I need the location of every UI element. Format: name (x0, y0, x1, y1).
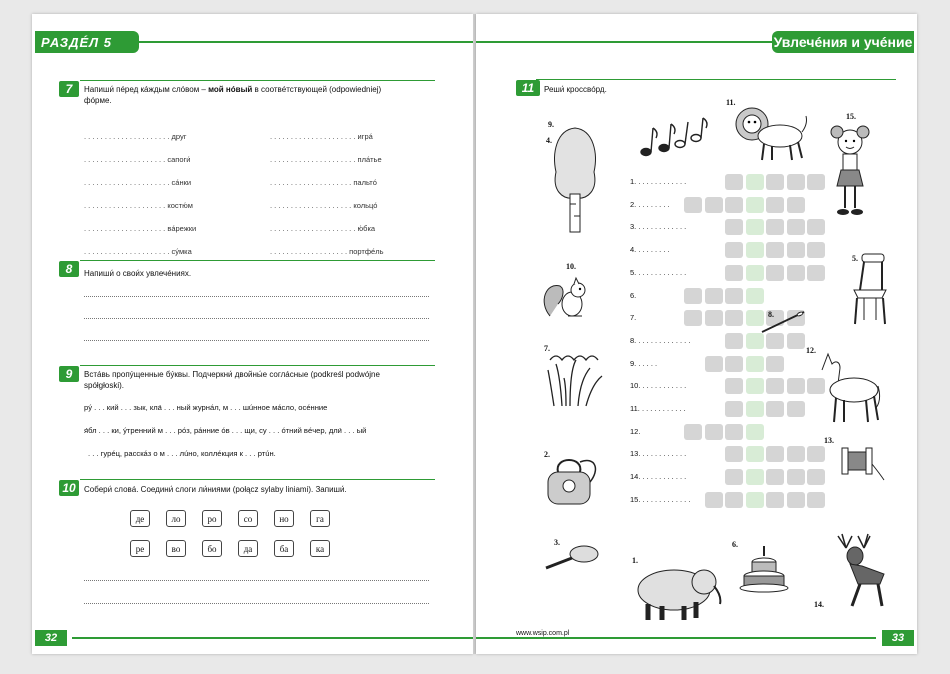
crossword-cell[interactable] (746, 446, 764, 462)
syllable-card[interactable]: га (310, 510, 330, 527)
picture-label: 4. (546, 136, 552, 145)
picture-label: 11. (726, 98, 736, 107)
writing-line[interactable] (84, 603, 429, 604)
page-title: Увлечéния и учéние (772, 31, 914, 53)
picture-label: 1. (632, 556, 638, 565)
handbag-icon (540, 452, 602, 508)
horse-icon (814, 350, 882, 424)
fill-in-item[interactable]: . . . . . . . . . . . . . . . . . . . портфéль (270, 247, 384, 256)
crossword-cell[interactable] (766, 401, 784, 417)
crossword-cell[interactable] (705, 288, 723, 304)
crossword-clue-number: 4. . . . . . . . . (630, 245, 670, 255)
crossword-cell[interactable] (746, 174, 764, 190)
crossword-cell[interactable] (807, 219, 825, 235)
exercise-11-rule (536, 79, 896, 80)
footer-rule (476, 637, 876, 639)
fill-in-item[interactable]: . . . . . . . . . . . . . . . . . . . . . сýмка (84, 247, 192, 256)
crossword-clue-number: 15. . . . . . . . . . . . . (630, 494, 691, 504)
fill-in-item[interactable]: . . . . . . . . . . . . . . . . . . . . . друг (84, 132, 187, 141)
crossword-clue-number: 11. . . . . . . . . . . . (630, 404, 686, 413)
syllable-card[interactable]: ло (166, 510, 186, 527)
writing-line[interactable] (84, 340, 429, 341)
writing-line[interactable] (84, 296, 429, 297)
crossword-cell[interactable] (725, 446, 743, 462)
thread-spool-icon (836, 440, 886, 484)
crossword-cell[interactable] (746, 401, 764, 417)
crossword-cell[interactable] (725, 174, 743, 190)
crossword-clue-number: 14. . . . . . . . . . . . (630, 472, 687, 482)
section-banner: РАЗДÉЛ 5 (35, 31, 139, 53)
syllable-card[interactable]: ба (274, 540, 294, 557)
picture-label: 15. (846, 112, 856, 121)
picture-label: 6. (732, 540, 738, 549)
picture-label: 9. (548, 120, 554, 129)
page-number: 32 (35, 630, 67, 646)
instruction-line1: Встáвь пропýщенные бýквы. Подчеркни́ двойны́е соглáсные (podkreśl podwójne (84, 370, 380, 379)
fill-in-item[interactable]: . . . . . . . . . . . . . . . . . . . . пальтó (270, 178, 377, 187)
footer-url: www.wsip.com.pl (516, 630, 570, 637)
crossword-cell[interactable] (766, 174, 784, 190)
crossword-cell[interactable] (766, 265, 784, 281)
exercise-10-rule (80, 479, 435, 480)
crossword-cell[interactable] (725, 288, 743, 304)
tree-icon (550, 124, 600, 234)
crossword-clue-number: 3. . . . . . . . . . . . . (630, 222, 687, 232)
exercise-9-number: 9 (59, 366, 79, 382)
crossword-cell[interactable] (746, 378, 764, 394)
exercise-9-line-1: рý . . . кий . . . зык, кла́ . . . ный журнáл, м . . . шúнное мáсло, осéнние (84, 403, 328, 412)
exercise-10-instruction: Собери́ словá. Соедини́ слоги ли́ниями (połącz sylaby liniami). Запиши́. (84, 485, 347, 494)
grass-icon (546, 340, 606, 410)
crossword-cell[interactable] (807, 469, 825, 485)
crossword-cell[interactable] (684, 197, 702, 213)
picture-label: 12. (806, 346, 816, 355)
crossword-cell[interactable] (787, 242, 805, 258)
crossword-clue-number: 7. (630, 313, 637, 323)
exercise-9-line-3: . . . гурéц, расскáз о м . . . лúно, коллéкция к . . . ртúн. (88, 449, 276, 458)
crossword-cell[interactable] (807, 265, 825, 281)
crossword-cell[interactable] (746, 242, 764, 258)
music-notes-icon (638, 114, 710, 160)
crossword-cell[interactable] (787, 219, 805, 235)
crossword-cell[interactable] (725, 469, 743, 485)
crossword-cell[interactable] (746, 265, 764, 281)
instruction-bold: мой нóвый (208, 85, 253, 94)
picture-label: 10. (566, 262, 576, 271)
deer-icon (828, 530, 890, 612)
crossword-cell[interactable] (787, 378, 805, 394)
exercise-10-number: 10 (59, 480, 79, 496)
exercise-8-instruction: Напиши́ о свои́х увлечéниях. (84, 269, 192, 278)
girl-icon (828, 120, 872, 220)
crossword-cell[interactable] (766, 378, 784, 394)
header-rule (476, 41, 776, 43)
crossword-cell[interactable] (787, 446, 805, 462)
right-page (476, 14, 917, 654)
exercise-8-rule (80, 260, 435, 261)
crossword-cell[interactable] (807, 446, 825, 462)
crossword-cell[interactable] (807, 242, 825, 258)
cake-icon (738, 542, 790, 594)
syllable-card[interactable]: бо (202, 540, 222, 557)
crossword-cell[interactable] (705, 356, 723, 372)
crossword-cell[interactable] (787, 401, 805, 417)
crossword-clue-number: 12. (630, 426, 641, 436)
syllable-card[interactable]: да (238, 540, 258, 557)
crossword-cell[interactable] (746, 469, 764, 485)
squirrel-icon (540, 272, 594, 322)
crossword-cell[interactable] (725, 333, 743, 349)
crossword-cell[interactable] (766, 446, 784, 462)
fill-in-item[interactable]: . . . . . . . . . . . . . . . . . . . . вáрежки (84, 224, 197, 233)
crossword-clue-number: 2. . . . . . . . . (630, 199, 670, 209)
crossword-clue-number: 1. . . . . . . . . . . . . (630, 177, 687, 186)
page-number: 33 (882, 630, 914, 646)
writing-line[interactable] (84, 580, 429, 581)
crossword-cell[interactable] (766, 242, 784, 258)
instruction-part: в соотвéтствующей (odpowiedniej) (252, 85, 382, 94)
crossword-cell[interactable] (705, 310, 723, 326)
crossword-cell[interactable] (746, 219, 764, 235)
fill-in-item[interactable]: . . . . . . . . . . . . . . . . . . . . . сáнки (84, 178, 192, 187)
crossword-cell[interactable] (725, 356, 743, 372)
lion-icon (734, 102, 808, 162)
crossword-clue-number: 13. . . . . . . . . . . . (630, 449, 687, 459)
footer-rule (72, 637, 473, 639)
crossword-cell[interactable] (787, 469, 805, 485)
crossword-cell[interactable] (766, 219, 784, 235)
crossword-cell[interactable] (705, 197, 723, 213)
crossword-cell[interactable] (807, 492, 825, 508)
crossword-cell[interactable] (766, 469, 784, 485)
exercise-11-instruction: Реши́ кроссвóрд. (544, 85, 607, 94)
exercise-9-instruction (84, 369, 439, 391)
elephant-icon (630, 560, 722, 622)
crossword-cell[interactable] (787, 492, 805, 508)
crossword-cell[interactable] (725, 219, 743, 235)
exercise-7-rule (80, 80, 435, 81)
crossword-cell[interactable] (746, 288, 764, 304)
crossword-clue-number: 9. . . . . . (630, 358, 658, 368)
crossword-cell[interactable] (725, 378, 743, 394)
crossword-cell[interactable] (787, 174, 805, 190)
writing-line[interactable] (84, 318, 429, 319)
crossword-cell[interactable] (705, 424, 723, 440)
syllable-card[interactable]: де (130, 510, 150, 527)
fill-in-item[interactable]: . . . . . . . . . . . . . . . . . . . . . ю́бка (270, 224, 376, 233)
crossword-cell[interactable] (684, 310, 702, 326)
crossword-cell[interactable] (746, 492, 764, 508)
syllable-card[interactable]: ре (130, 540, 150, 557)
crossword-clue-number: 6. (630, 290, 637, 300)
syllable-card[interactable]: ка (310, 540, 330, 557)
crossword-cell[interactable] (684, 424, 702, 440)
crossword-cell[interactable] (725, 265, 743, 281)
crossword-cell[interactable] (725, 197, 743, 213)
crossword-cell[interactable] (766, 492, 784, 508)
picture-label: 14. (814, 600, 824, 609)
exercise-8-number: 8 (59, 261, 79, 277)
chair-icon (848, 250, 892, 328)
crossword-cell[interactable] (725, 310, 743, 326)
exercise-11-number: 11 (516, 80, 540, 96)
instruction-part: Напиши́ пéред кáждым слóвом – (84, 85, 209, 94)
syllable-card[interactable]: ро (202, 510, 222, 527)
fill-in-item[interactable]: . . . . . . . . . . . . . . . . . . . . костю́м (84, 201, 193, 210)
hairbrush-icon (542, 542, 602, 574)
picture-label: 7. (544, 344, 550, 353)
picture-label: 3. (554, 538, 560, 547)
crossword-cell[interactable] (746, 356, 764, 372)
header-rule (132, 41, 473, 43)
fill-in-item[interactable]: . . . . . . . . . . . . . . . . . . . . . плáтье (270, 155, 382, 164)
crossword-clue-number: 8. . . . . . . . . . . . . . (630, 335, 691, 345)
crossword-cell[interactable] (705, 492, 723, 508)
crossword-cell[interactable] (766, 356, 784, 372)
exercise-7-instruction (84, 84, 434, 106)
crossword-cell[interactable] (746, 197, 764, 213)
crossword-clue-number: 10. . . . . . . . . . . . (630, 381, 687, 391)
crossword-clue-number: 5. . . . . . . . . . . . . (630, 267, 687, 277)
crossword-cell[interactable] (766, 197, 784, 213)
crossword-cell[interactable] (725, 492, 743, 508)
fill-in-item[interactable]: . . . . . . . . . . . . . . . . . . . . кольцó (270, 201, 378, 210)
crossword-cell[interactable] (746, 424, 764, 440)
fill-in-item[interactable]: . . . . . . . . . . . . . . . . . . . . . игрá (270, 132, 373, 141)
needle-icon (758, 308, 808, 336)
exercise-9-line-2: я́бл . . . ки, ýтренний м . . . рóз, рáнние óв . . . щи, су . . . óтний вéчер, дли́ . . . ый (84, 426, 367, 435)
fill-in-item[interactable]: . . . . . . . . . . . . . . . . . . . . сапоги́ (84, 155, 191, 164)
left-page (32, 14, 473, 654)
instruction-line2: фóрме. (84, 96, 112, 105)
syllable-card[interactable]: но (274, 510, 294, 527)
exercise-7-number: 7 (59, 81, 79, 97)
crossword-cell[interactable] (807, 174, 825, 190)
crossword-cell[interactable] (787, 197, 805, 213)
crossword-cell[interactable] (684, 288, 702, 304)
picture-label: 2. (544, 450, 550, 459)
crossword-cell[interactable] (725, 242, 743, 258)
crossword-cell[interactable] (725, 424, 743, 440)
picture-label: 8. (768, 310, 774, 319)
crossword-cell[interactable] (787, 265, 805, 281)
crossword-cell[interactable] (725, 401, 743, 417)
syllable-card[interactable]: со (238, 510, 258, 527)
instruction-line2: spółgłoski). (84, 381, 125, 390)
picture-label: 13. (824, 436, 834, 445)
picture-label: 5. (852, 254, 858, 263)
exercise-9-rule (80, 365, 435, 366)
syllable-card[interactable]: во (166, 540, 186, 557)
